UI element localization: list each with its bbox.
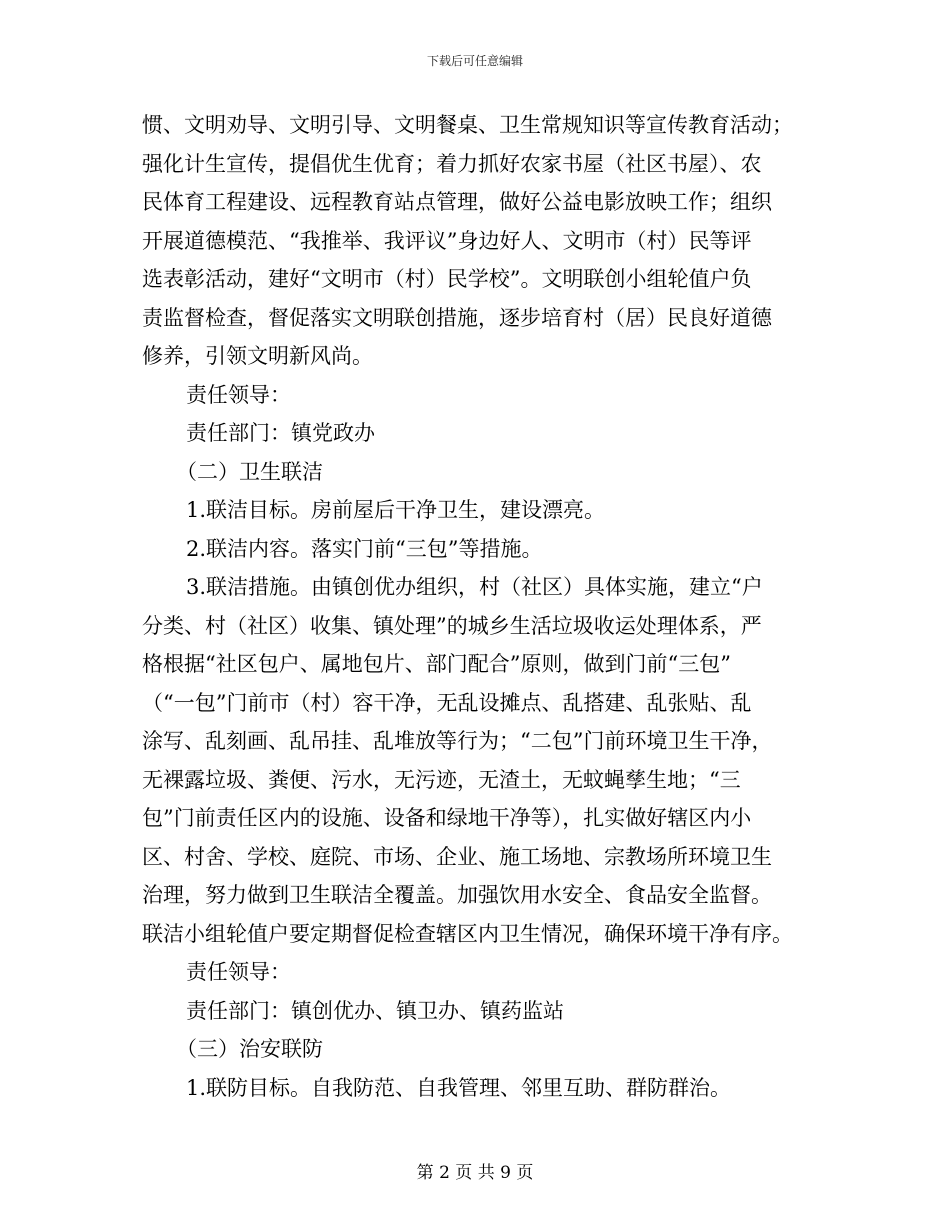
text-line: 3.联洁措施。由镇创优办组织，村（社区）具体实施，建立“户 xyxy=(186,575,763,599)
text-line: 区、村舍、学校、庭院、市场、企业、施工场地、宗教场所环境卫生 xyxy=(142,844,772,869)
text-line: 2.联洁内容。落实门前“三包”等措施。 xyxy=(186,536,543,561)
text-line: 责任部门：镇创优办、镇卫办、镇药监站 xyxy=(186,998,564,1023)
text-line: 惯、文明劝导、文明引导、文明餐桌、卫生常规知识等宣传教育活动； xyxy=(142,113,793,137)
document-body xyxy=(142,106,812,1107)
page-header: 下载后可任意编辑 xyxy=(426,54,523,68)
text-line: 责任领导： xyxy=(186,960,291,984)
text-line: 格根据“社区包户、属地包片、部门配合”原则，做到门前“三包” xyxy=(142,652,731,676)
text-line: （“一包”门前市（村）容干净，无乱设摊点、乱搭建、乱张贴、乱 xyxy=(142,690,752,715)
text-line: 涂写、乱刻画、乱吊挂、乱堆放等行为；“二包”门前环境卫生干净， xyxy=(142,729,773,753)
text-line: 包”门前责任区内的设施、设备和绿地干净等），扎实做好辖区内小 xyxy=(142,806,752,830)
text-line: 1.联洁目标。房前屋后干净卫生，建设漂亮。 xyxy=(186,498,606,522)
text-line: （三）治安联防 xyxy=(176,1037,323,1061)
text-line: 治理，努力做到卫生联洁全覆盖。加强饮用水安全、食品安全监督。 xyxy=(142,883,772,907)
text-line: 责任领导： xyxy=(186,382,291,407)
text-line: 强化计生宣传，提倡优生优育；着力抓好农家书屋（社区书屋）、农 xyxy=(142,151,762,176)
text-line: 责监督检查，督促落实文明联创措施，逐步培育村（居）民良好道德 xyxy=(142,305,772,330)
text-line: 开展道德模范、“我推举、我评议”身边好人、文明市（村）民等评 xyxy=(142,228,752,253)
text-line: 分类、村（社区）收集、镇处理”的城乡生活垃圾收运处理体系，严 xyxy=(142,613,762,638)
text-line: 责任部门：镇党政办 xyxy=(186,421,375,445)
text-line: 无裸露垃圾、粪便、污水，无污迹，无渣土，无蚊蝇孳生地；“三 xyxy=(142,767,741,792)
text-line: 联洁小组轮值户要定期督促检查辖区内卫生情况，确保环境干净有序。 xyxy=(142,921,793,946)
text-line: 民体育工程建设、远程教育站点管理，做好公益电影放映工作；组织 xyxy=(142,190,772,214)
page-footer: 第 2 页 共 9 页 xyxy=(416,1163,534,1183)
text-line: （二）卫生联洁 xyxy=(176,459,323,484)
text-line: 1.联防目标。自我防范、自我管理、邻里互助、群防群治。 xyxy=(186,1075,732,1100)
text-line: 选表彰活动，建好“文明市（村）民学校”。文明联创小组轮值户负 xyxy=(142,267,752,291)
text-line: 修养，引领文明新风尚。 xyxy=(142,344,373,368)
